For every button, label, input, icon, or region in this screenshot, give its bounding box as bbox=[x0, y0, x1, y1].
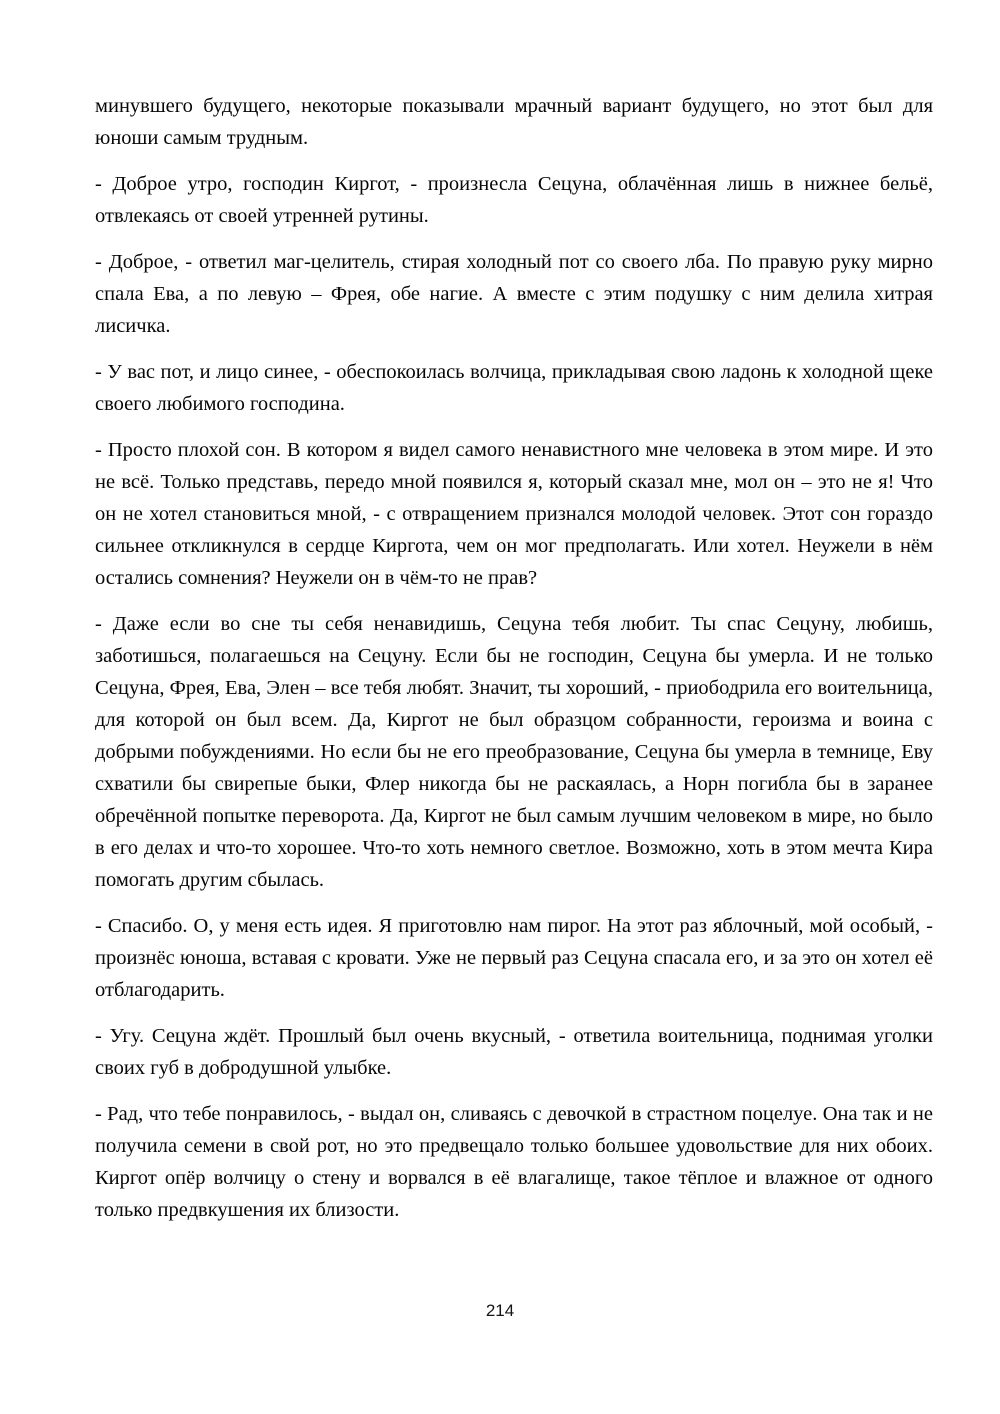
paragraph: - Доброе утро, господин Киргот, - произнесла Сецуна, облачённая лишь в нижнее бельё, отвлекаясь от своей утренней рутины. bbox=[95, 173, 933, 227]
page-number: 214 bbox=[485, 1301, 515, 1320]
paragraph: - Угу. Сецуна ждёт. Прошлый был очень вкусный, - ответила воительница, поднимая уголки своих губ в добродушной улыбке. bbox=[95, 1025, 933, 1079]
paragraph: - Рад, что тебе понравилось, - выдал он, сливаясь с девочкой в страстном поцелуе. Она так и не получила семени в свой рот, но это предвещало только большее удовольствие для них обоих. Киргот опёр волчицу о стену и ворвался в её влагалище, такое тёплое и влажное от одного только предвкушения их близости. bbox=[95, 1103, 933, 1221]
page-text-block bbox=[95, 90, 933, 1240]
paragraph: минувшего будущего, некоторые показывали мрачный вариант будущего, но этот был для юноши самым трудным. bbox=[95, 95, 933, 149]
paragraph: - Спасибо. О, у меня есть идея. Я приготовлю нам пирог. На этот раз яблочный, мой особый, - произнёс юноша, вставая с кровати. Уже не первый раз Сецуна спасала его, и за это он хотел её отблагодарить. bbox=[95, 915, 933, 1001]
paragraph: - Даже если во сне ты себя ненавидишь, Сецуна тебя любит. Ты спас Сецуну, любишь, заботишься, полагаешься на Сецуну. Если бы не господин, Сецуна бы умерла. И не только Сецуна, Фрея, Ева, Элен – все тебя любят. Значит, ты хороший, - приободрила его воительница, для которой он был всем. Да, Киргот не был образцом собранности, героизма и воина с добрыми побуждениями. Но если бы не его преобразование, Сецуна бы умерла в темнице, Еву схватили бы свирепые быки, Флер никогда бы не раскаялась, а Норн погибла бы в заранее обречённой попытке переворота. Да, Киргот не был самым лучшим человеком в мире, но было в его делах и что-то хорошее. Что-то хоть немного светлое. Возможно, хоть в этом мечта Кира помогать другим сбылась. bbox=[95, 613, 933, 891]
paragraph: - Просто плохой сон. В котором я видел самого ненавистного мне человека в этом мире. И это не всё. Только представь, передо мной появился я, который сказал мне, мол он – это не я! Что он не хотел становиться мной, - с отвращением признался молодой человек. Этот сон гораздо сильнее откликнулся в сердце Киргота, чем он мог предполагать. Или хотел. Неужели в нём остались сомнения? Неужели он в чём-то не прав? bbox=[95, 439, 933, 589]
paragraph: - У вас пот, и лицо синее, - обеспокоилась волчица, прикладывая свою ладонь к холодной щеке своего любимого господина. bbox=[95, 361, 933, 415]
paragraph: - Доброе, - ответил маг-целитель, стирая холодный пот со своего лба. По правую руку мирно спала Ева, а по левую – Фрея, обе нагие. А вместе с этим подушку с ним делила хитрая лисичка. bbox=[95, 251, 933, 337]
